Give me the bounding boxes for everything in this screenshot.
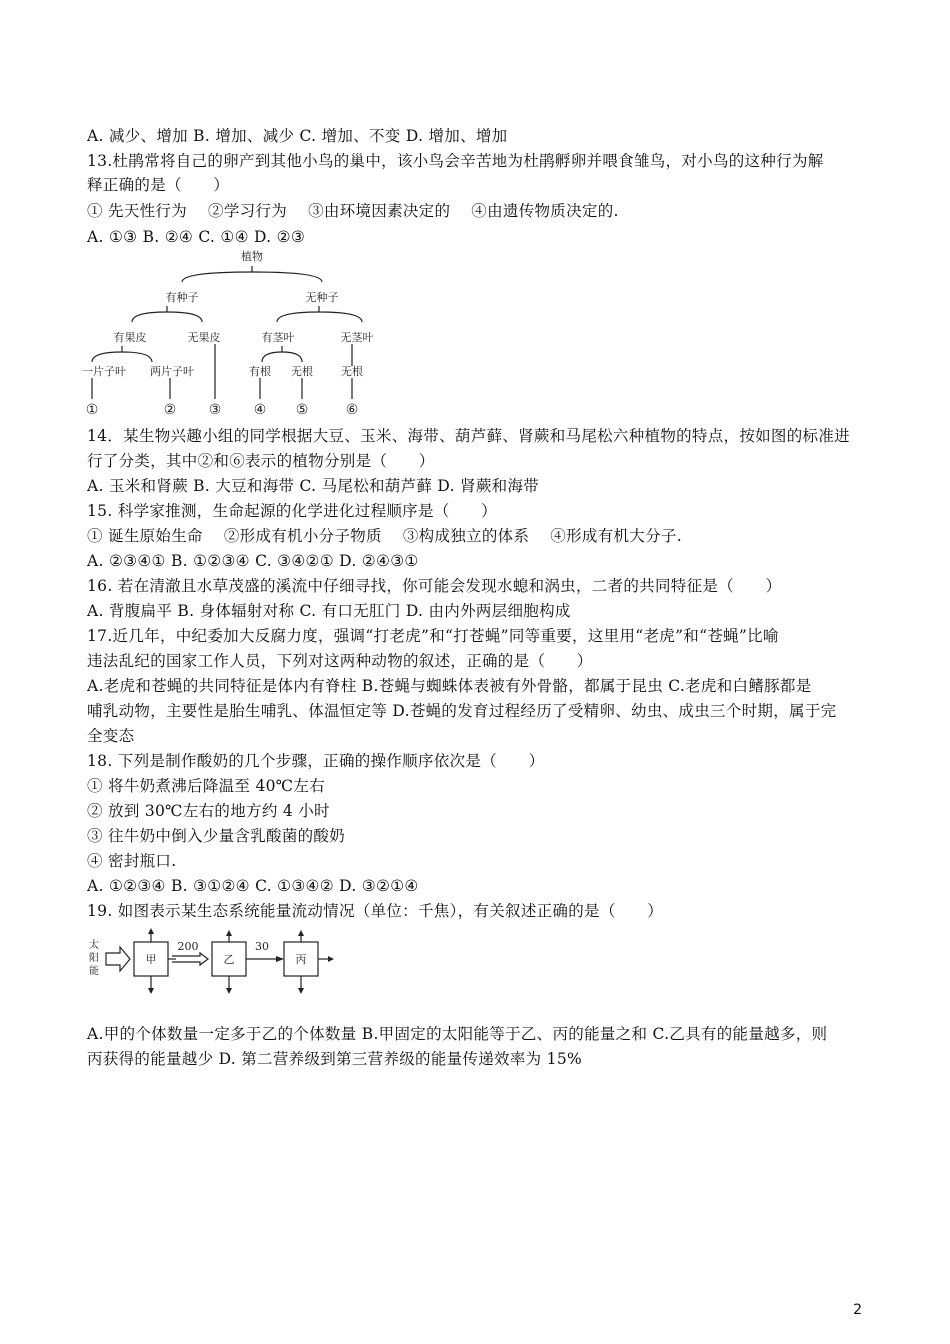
q18-step-2: ② 放到 30℃左右的地方约 4 小时 bbox=[87, 802, 330, 820]
tree-seed: 有种子 bbox=[165, 291, 199, 304]
q19-options-2: 丙获得的能量越少 D. 第二营养级到第三营养级的能量传递效率为 15% bbox=[87, 1050, 583, 1068]
q15-options: A. ②③④① B. ①②③④ C. ③④②① D. ②④③① bbox=[87, 552, 419, 570]
tree-noseed: 无种子 bbox=[305, 291, 339, 304]
flow-value-200: 200 bbox=[177, 940, 199, 953]
q17-options-2: 哺乳动物，主要性是胎生哺乳、体温恒定等 D.苍蝇的发育过程经历了受精卵、幼虫、成虫三个时期，属于完 bbox=[87, 702, 837, 720]
q14-stem-cont: 行了分类，其中②和⑥表示的植物分别是（ ） bbox=[87, 452, 435, 470]
tree-realroot: 有根 bbox=[249, 365, 271, 378]
q17-stem: 17.近几年，中纪委加大反腐力度，强调“打老虎”和“打苍蝇”同等重要，这里用“老虎”和“苍蝇”比喻 bbox=[87, 627, 779, 645]
tree-mono: 一片子叶 bbox=[82, 365, 126, 378]
tree-num-5: ⑤ bbox=[295, 402, 309, 418]
sun-label-1: 太 bbox=[89, 940, 99, 951]
page-number: 2 bbox=[853, 1302, 862, 1318]
tree-num-1: ① bbox=[85, 402, 99, 418]
q13-statements: ① 先天性行为 ②学习行为 ③由环境因素决定的 ④由遗传物质决定的. bbox=[87, 202, 619, 220]
plant-classification-tree bbox=[82, 244, 392, 422]
q18-stem: 18. 下列是制作酸奶的几个步骤，正确的操作顺序依次是（ ） bbox=[87, 752, 545, 770]
q13-stem: 13.杜鹃常将自己的卵产到其他小鸟的巢中，该小鸟会辛苦地为杜鹃孵卵并喂食雏鸟，对小鸟的这种行为解 bbox=[87, 152, 824, 170]
q18-step-4: ④ 密封瓶口. bbox=[87, 852, 177, 870]
sun-label-2: 阳 bbox=[89, 953, 99, 964]
tree-lightroot: 无根 bbox=[341, 365, 363, 378]
flow-node-jia: 甲 bbox=[145, 953, 157, 966]
tree-pericarp: 有果皮 bbox=[113, 331, 147, 344]
q15-statements: ① 诞生原始生命 ②形成有机小分子物质 ③构成独立的体系 ④形成有机大分子. bbox=[87, 527, 682, 545]
tree-num-3: ③ bbox=[208, 402, 222, 418]
energy-flow-diagram bbox=[82, 926, 342, 1000]
q12-options: A. 减少、增加 B. 增加、减少 C. 增加、不变 D. 增加、增加 bbox=[87, 127, 508, 145]
flow-node-bing: 丙 bbox=[295, 953, 307, 966]
q18-step-1: ① 将牛奶煮沸后降温至 40℃左右 bbox=[87, 777, 326, 795]
q14-stem: 14．某生物兴趣小组的同学根据大豆、玉米、海带、葫芦藓、肾蕨和马尾松六种植物的特点，按如图的标准进 bbox=[87, 427, 850, 445]
tree-num-2: ② bbox=[163, 402, 177, 418]
q17-options-3: 全变态 bbox=[87, 727, 135, 745]
q13-options: A. ①③ B. ②④ C. ①④ D. ②③ bbox=[87, 228, 306, 246]
q18-options: A. ①②③④ B. ③①②④ C. ①③④② D. ③②①④ bbox=[87, 877, 419, 895]
q19-stem: 19. 如图表示某生态系统能量流动情况（单位：千焦），有关叙述正确的是（ ） bbox=[87, 902, 664, 920]
tree-stemleaf: 有茎叶 bbox=[261, 331, 295, 344]
tree-num-4: ④ bbox=[253, 402, 267, 418]
tree-root: 植物 bbox=[241, 250, 263, 263]
q16-options: A. 背腹扁平 B. 身体辐射对称 C. 有口无肛门 D. 由内外两层细胞构成 bbox=[87, 602, 571, 620]
tree-nopericarp: 无果皮 bbox=[187, 331, 221, 344]
tree-nostemleaf: 无茎叶 bbox=[340, 331, 374, 344]
flow-value-30: 30 bbox=[255, 940, 269, 953]
q13-stem-cont: 释正确的是（ ） bbox=[87, 176, 230, 194]
q15-stem: 15. 科学家推测，生命起源的化学进化过程顺序是（ ） bbox=[87, 502, 497, 520]
q17-options-1: A.老虎和苍蝇的共同特征是体内有脊柱 B.苍蝇与蜘蛛体表被有外骨骼，都属于昆虫 C.老虎和白鳍豚都是 bbox=[87, 677, 812, 695]
tree-num-6: ⑥ bbox=[345, 402, 359, 418]
flow-node-yi: 乙 bbox=[223, 953, 235, 966]
tree-di: 两片子叶 bbox=[150, 365, 194, 378]
q18-step-3: ③ 往牛奶中倒入少量含乳酸菌的酸奶 bbox=[87, 827, 346, 845]
tree-noroot: 无根 bbox=[291, 365, 313, 378]
sun-label-3: 能 bbox=[89, 966, 99, 977]
q19-options-1: A.甲的个体数量一定多于乙的个体数量 B.甲固定的太阳能等于乙、丙的能量之和 C.乙具有的能量越多，则 bbox=[87, 1025, 828, 1043]
q17-stem-cont: 违法乱纪的国家工作人员，下列对这两种动物的叙述，正确的是（ ） bbox=[87, 652, 593, 670]
q14-options: A. 玉米和肾蕨 B. 大豆和海带 C. 马尾松和葫芦藓 D. 肾蕨和海带 bbox=[87, 477, 540, 495]
q16-stem: 16. 若在清澈且水草茂盛的溪流中仔细寻找，你可能会发现水螅和涡虫，二者的共同特征是（ ） bbox=[87, 577, 782, 595]
